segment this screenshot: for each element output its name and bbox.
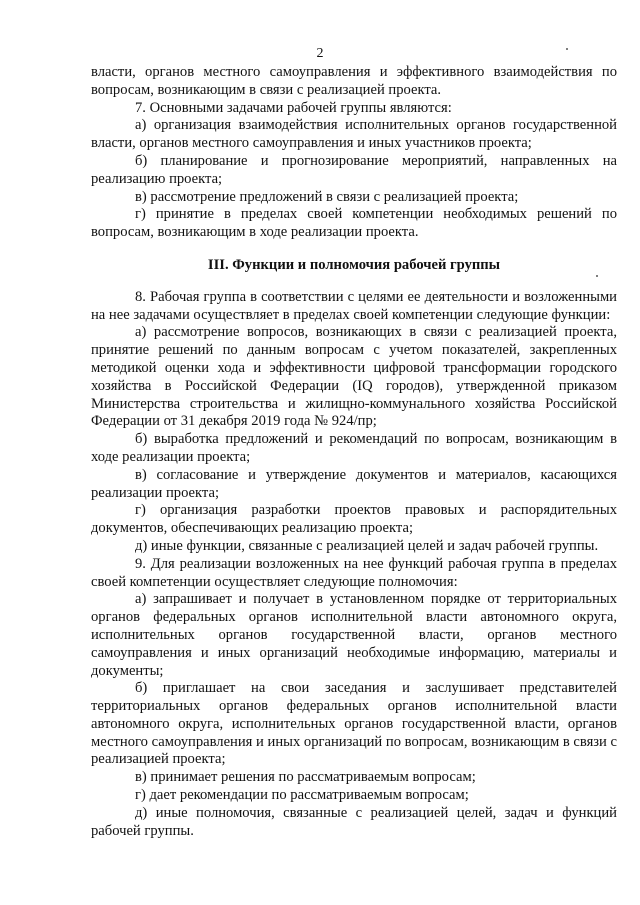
page-number: 2 bbox=[316, 46, 324, 61]
item-8-g: г) организация разработки проектов правовых и распорядительных документов, обеспечивающих реализацию проекта; bbox=[91, 502, 617, 537]
item-7-b: б) планирование и прогнозирование мероприятий, направленных на реализацию проекта; bbox=[91, 152, 617, 187]
item-7-intro: 7. Основными задачами рабочей группы являются: bbox=[135, 99, 452, 116]
item-8-a: а) рассмотрение вопросов, возникающих в связи с реализацией проекта, принятие решений по данным вопросам с учетом показателей, закрепленных методикой оценки хода и эффективности цифровой трансформации городского хозяйства в Российской Федерации (IQ городов), утвержденной приказом Министерства строительства и жилищно-коммунального хозяйства Российской Федерации от 31 декабря 2019 года № 924/пр; bbox=[91, 324, 617, 430]
item-7-a: а) организация взаимодействия исполнительных органов государственной власти, органов местного самоуправления и иных участников проекта; bbox=[91, 117, 617, 152]
item-8-d: д) иные функции, связанные с реализацией целей и задач рабочей группы. bbox=[135, 537, 599, 554]
item-9-intro: 9. Для реализации возложенных на нее функций рабочая группа в пределах своей компетенции осуществляет следующие полномочия: bbox=[91, 555, 617, 590]
scan-speck bbox=[566, 48, 568, 50]
item-9-v: в) принимает решения по рассматриваемым вопросам; bbox=[135, 769, 476, 786]
item-7-v: в) рассмотрение предложений в связи с реализацией проекта; bbox=[135, 188, 519, 205]
section-heading: III. Функции и полномочия рабочей группы bbox=[207, 256, 501, 273]
item-9-a: а) запрашивает и получает в установленном порядке от территориальных органов федеральных органов исполнительной власти автономного округа, исполнительных органов государственной власти, органов местного самоуправления и иных организаций необходимые информацию, материалы и документы; bbox=[91, 591, 617, 679]
item-9-b: б) приглашает на свои заседания и заслушивает представителей территориальных органов федеральных органов исполнительной власти автономного округа, исполнительных органов государственной власти, органов местного самоуправления и иных организаций по вопросам, возникающим в связи с реализацией проекта; bbox=[91, 680, 617, 768]
item-8-v: в) согласование и утверждение документов и материалов, касающихся реализации проекта; bbox=[91, 466, 617, 501]
continuation-paragraph: власти, органов местного самоуправления и эффективного взаимодействия по вопросам, возникающим в связи с реализацией проекта. bbox=[91, 64, 617, 98]
item-9-g: г) дает рекомендации по рассматриваемым вопросам; bbox=[135, 787, 469, 804]
document-body bbox=[91, 64, 617, 840]
item-7-g: г) принятие в пределах своей компетенции необходимых решений по вопросам, возникающим в ходе реализации проекта. bbox=[91, 206, 617, 241]
item-9-d: д) иные полномочия, связанные с реализацией целей, задач и функций рабочей группы. bbox=[91, 804, 617, 839]
item-8-b: б) выработка предложений и рекомендаций по вопросам, возникающим в ходе реализации проекта; bbox=[91, 431, 617, 465]
item-8-intro: 8. Рабочая группа в соответствии с целями ее деятельности и возложенными на нее задачами осуществляет в пределах своей компетенции следующие функции: bbox=[91, 288, 617, 323]
